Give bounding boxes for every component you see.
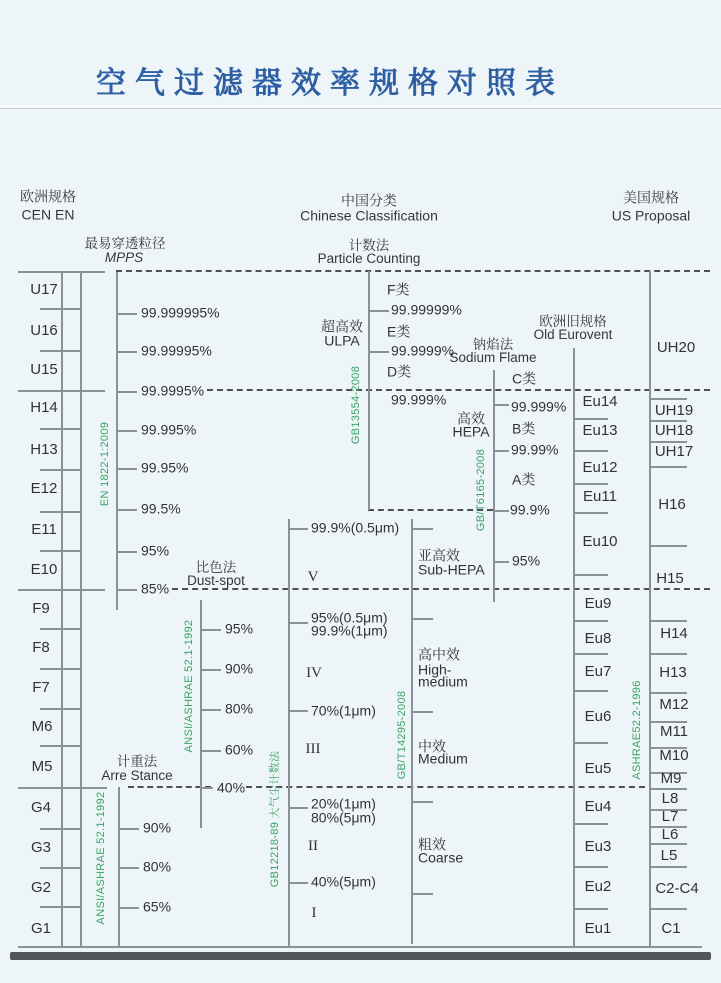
sodium-flame-header-en: Sodium Flame	[449, 349, 537, 365]
tick-line	[411, 711, 433, 713]
mpps-tick-label: 99.999995%	[141, 304, 220, 321]
eurovent-class-label: Eu13	[582, 422, 618, 440]
roman-grade-label: III	[305, 741, 321, 758]
title-divider-line	[0, 108, 721, 109]
eurovent-class-label: Eu3	[584, 838, 612, 856]
tick-line	[493, 561, 509, 563]
eurovent-class-label: Eu5	[584, 760, 612, 778]
eurovent-class-label: Eu8	[584, 630, 612, 648]
tick-line	[368, 310, 389, 312]
tick-line	[411, 801, 433, 803]
tick-line	[116, 509, 137, 511]
mpps-header-en: MPPS	[104, 249, 144, 265]
mpps-header-zh: 最易穿透粒径	[84, 235, 166, 251]
dust-spot-tick-label: 95%	[225, 620, 254, 637]
tick-line	[288, 710, 308, 712]
cen-class-label: U15	[30, 361, 58, 379]
ulpa-class-name: E类	[387, 323, 411, 340]
tick-line	[116, 430, 137, 432]
tick-line	[116, 551, 137, 553]
separator-line	[573, 620, 608, 622]
tick-line	[288, 528, 308, 530]
cen-class-label: M6	[31, 718, 53, 736]
separator-line	[651, 908, 687, 910]
tick-line	[200, 787, 213, 789]
us-class-label: L7	[661, 808, 679, 826]
dust-spot-tick-label: 60%	[225, 741, 254, 758]
us-class-label: L8	[661, 790, 679, 808]
tick-line	[118, 907, 139, 909]
eurovent-class-label: Eu11	[583, 488, 617, 506]
eurovent-class-label: Eu4	[584, 798, 612, 816]
eu-header-en: CEN EN	[21, 206, 75, 223]
footer-bar	[10, 952, 711, 960]
arrestance-tick-label: 65%	[143, 898, 172, 915]
separator-line	[573, 512, 608, 514]
cen-class-label: F7	[32, 679, 50, 697]
cen-class-label: F9	[32, 600, 50, 618]
cn-header-zh: 中国分类	[341, 192, 397, 209]
tick-line	[40, 628, 80, 630]
eurovent-class-label: Eu1	[584, 920, 612, 938]
counting-tick-label: 95%(0.5μm)	[311, 609, 388, 626]
us-class-label: M12	[659, 696, 689, 714]
title-divider-highlight	[0, 105, 721, 107]
dashed-boundary-line	[207, 389, 710, 391]
sodium-class-value: 99.999%	[511, 398, 567, 415]
cen-boundary-line	[18, 589, 105, 591]
separator-line	[573, 574, 608, 576]
separator-line	[651, 653, 687, 655]
separator-line	[573, 866, 608, 868]
tick-line	[493, 450, 509, 452]
tick-line	[40, 906, 80, 908]
mpps-tick-label: 99.99995%	[141, 342, 212, 359]
ulpa-group-label-zh: 超高效	[321, 318, 363, 335]
high-medium-group-label-en: High-	[418, 661, 452, 678]
tick-line	[411, 893, 433, 895]
us-header-en: US Proposal	[611, 207, 691, 224]
ashrae522-standard-label: ASHRAE52.2-1996	[631, 680, 643, 780]
cen-class-label: M5	[31, 758, 53, 776]
tick-line	[200, 709, 221, 711]
sodium-class-value: 99.99%	[511, 441, 559, 458]
sodium-class-name: C类	[512, 370, 537, 387]
high-medium-group-label-zh: 高中效	[418, 646, 460, 663]
mpps-tick-label: 95%	[141, 542, 170, 559]
tick-line	[40, 511, 80, 513]
dust-spot-header-zh: 比色法	[195, 559, 237, 575]
en1822-standard-label: EN 1822-1:2009	[99, 421, 111, 507]
us-class-label: M11	[659, 723, 689, 741]
old-eurovent-header-zh: 欧洲旧规格	[539, 313, 607, 329]
tick-line	[40, 550, 80, 552]
cen-axis-line	[80, 271, 82, 946]
tick-line	[40, 428, 80, 430]
separator-line	[573, 690, 608, 692]
sub-hepa-group-label-en: Sub-HEPA	[418, 561, 485, 578]
cen-class-label: G2	[30, 879, 52, 897]
us-class-label: M10	[659, 747, 689, 765]
dust-spot-scale-line	[200, 600, 202, 828]
ulpa-class-name: D类	[387, 363, 412, 380]
us-class-label: UH19	[654, 402, 694, 420]
tick-line	[40, 350, 80, 352]
tick-line	[40, 469, 80, 471]
us-header-zh: 美国规格	[623, 189, 679, 206]
tick-line	[40, 708, 80, 710]
separator-line	[651, 866, 687, 868]
counting-tick-label: 99.9%(0.5μm)	[311, 519, 400, 536]
tick-line	[116, 351, 137, 353]
ashrae521-arrestance-standard-label: ANSI/ASHRAE 52.1-1992	[95, 791, 107, 925]
hepa-group-label-zh: 高效	[457, 410, 485, 427]
cen-boundary-line	[18, 271, 105, 273]
sub-hepa-group-label-zh: 亚高效	[418, 547, 460, 564]
us-class-label: H14	[660, 625, 688, 643]
tick-line	[40, 668, 80, 670]
dashed-boundary-line	[172, 588, 710, 590]
cen-class-label: E11	[31, 521, 57, 539]
gb6165-standard-label: GB/T6165-2008	[475, 448, 487, 532]
arrestance-header-en: Arre Stance	[101, 767, 173, 783]
tick-line	[368, 351, 389, 353]
mpps-tick-label: 99.9995%	[141, 382, 205, 399]
eurovent-class-label: Eu12	[582, 459, 618, 477]
us-class-label: C2-C4	[655, 880, 699, 898]
high-medium-group-label-en: medium	[418, 673, 468, 690]
mpps-scale-line	[116, 271, 118, 610]
tick-line	[200, 750, 221, 752]
tick-line	[411, 528, 433, 530]
us-class-label: UH20	[656, 339, 696, 357]
separator-line	[651, 692, 687, 694]
particle-counting-header-zh: 计数法	[348, 237, 390, 253]
ulpa-scale-line	[368, 271, 370, 510]
gb12218-standard-label: GB12218-89 大气尘计数法	[269, 750, 281, 888]
gb14295-standard-label: GB/T14295-2008	[396, 690, 408, 780]
sodium-extra-value: 95%	[512, 552, 541, 569]
tick-line	[40, 308, 80, 310]
eurovent-class-label: Eu14	[582, 393, 618, 411]
tick-line	[288, 622, 308, 624]
tick-line	[40, 828, 80, 830]
roman-grade-label: I	[311, 905, 317, 922]
coarse-group-label-en: Coarse	[418, 849, 464, 866]
roman-grade-label: V	[307, 569, 319, 586]
page-title: 空气过滤器效率规格对照表	[96, 67, 564, 100]
hepa-group-label-en: HEPA	[452, 423, 490, 440]
separator-line	[573, 653, 608, 655]
eurovent-class-label: Eu10	[582, 533, 618, 551]
separator-line	[651, 398, 687, 400]
cen-class-label: U17	[30, 281, 58, 299]
ulpa-class-value: 99.999%	[391, 391, 447, 408]
eu-header-zh: 欧洲规格	[20, 188, 76, 205]
ashrae521-dust-standard-label: ANSI/ASHRAE 52.1-1992	[183, 619, 195, 753]
roman-grade-label: II	[308, 838, 318, 855]
tick-line	[40, 745, 80, 747]
chart-bottom-line	[18, 946, 702, 948]
dashed-boundary-line	[116, 270, 710, 272]
arrestance-tick-label: 80%	[143, 858, 172, 875]
tick-line	[493, 510, 509, 512]
mpps-tick-label: 85%	[141, 580, 170, 597]
mpps-tick-label: 99.95%	[141, 459, 189, 476]
mpps-tick-label: 99.995%	[141, 421, 197, 438]
cen-class-label: F8	[32, 639, 50, 657]
separator-line	[573, 908, 608, 910]
tick-line	[118, 828, 139, 830]
cen-boundary-line	[18, 390, 105, 392]
dashed-boundary-line	[246, 786, 645, 788]
sodium-class-name: B类	[512, 420, 536, 437]
coarse-group-label-zh: 粗效	[418, 836, 446, 853]
eurovent-class-label: Eu6	[584, 708, 612, 726]
cen-class-label: H14	[30, 399, 58, 417]
separator-line	[573, 742, 608, 744]
old-eurovent-header-en: Old Eurovent	[533, 326, 613, 342]
cn-header-en: Chinese Classification	[300, 207, 438, 224]
separator-line	[573, 450, 608, 452]
counting-tick-label: 80%(5μm)	[311, 809, 376, 826]
medium-group-label-en: Medium	[418, 750, 468, 767]
separator-line	[573, 483, 608, 485]
separator-line	[651, 545, 687, 547]
sodium-flame-header-zh: 钠焰法	[472, 336, 514, 352]
counting-tick-label: 70%(1μm)	[311, 702, 376, 719]
eurovent-class-label: Eu2	[584, 878, 612, 896]
cen-class-label: G3	[30, 839, 52, 857]
cen-axis-line	[61, 271, 63, 946]
cen-class-label: E10	[30, 561, 58, 579]
dust-spot-tick-label: 90%	[225, 660, 254, 677]
gb13554-standard-label: GB13554-2008	[350, 365, 362, 445]
cen-class-label: G4	[30, 799, 52, 817]
eurovent-class-label: Eu7	[584, 663, 612, 681]
us-class-label: L5	[660, 847, 678, 865]
ulpa-group-label-en: ULPA	[324, 332, 360, 349]
counting-tick-label: 20%(1μm)	[311, 795, 376, 812]
medium-group-label-zh: 中效	[418, 738, 446, 755]
category-scale-line	[411, 519, 413, 944]
particle-counting-header-en: Particle Counting	[317, 250, 421, 266]
us-class-label: H15	[656, 570, 684, 588]
counting-tick-label: 40%(5μm)	[311, 873, 376, 890]
tick-line	[411, 618, 433, 620]
separator-line	[651, 466, 687, 468]
eurovent-axis-line	[573, 348, 575, 946]
separator-line	[651, 620, 687, 622]
us-class-label: UH17	[654, 443, 694, 461]
ulpa-class-value: 99.99999%	[391, 301, 462, 318]
us-class-label: UH18	[654, 422, 694, 440]
dashed-boundary-line	[128, 786, 211, 788]
roman-grade-label: IV	[306, 665, 322, 682]
separator-line	[573, 823, 608, 825]
tick-line	[116, 589, 137, 591]
tick-line	[200, 629, 221, 631]
tick-line	[493, 404, 509, 406]
us-class-label: H16	[658, 496, 686, 514]
tick-line	[200, 669, 221, 671]
ulpa-class-name: F类	[387, 281, 410, 298]
tick-line	[40, 867, 80, 869]
dust-spot-header-en: Dust-spot	[187, 572, 245, 588]
ulpa-class-value: 99.9999%	[391, 342, 455, 359]
us-class-label: H13	[659, 664, 687, 682]
us-class-label: M9	[660, 770, 682, 788]
arrestance-header-zh: 计重法	[116, 753, 158, 769]
cen-boundary-line	[18, 787, 107, 789]
tick-line	[116, 468, 137, 470]
dust-spot-tick-label: 80%	[225, 700, 254, 717]
dust-spot-tick-label: 40%	[217, 779, 246, 796]
mpps-tick-label: 99.5%	[141, 500, 181, 517]
arrestance-tick-label: 90%	[143, 819, 172, 836]
us-class-label: L6	[661, 826, 679, 844]
cen-class-label: E12	[30, 480, 58, 498]
tick-line	[116, 313, 137, 315]
tick-line	[288, 807, 308, 809]
sodium-class-value: 99.9%	[510, 501, 550, 518]
cen-class-label: G1	[30, 920, 52, 938]
cen-class-label: H13	[30, 441, 58, 459]
eurovent-class-label: Eu9	[584, 595, 612, 613]
cen-class-label: U16	[30, 322, 58, 340]
tick-line	[288, 882, 308, 884]
us-class-label: C1	[661, 920, 681, 938]
separator-line	[651, 843, 687, 845]
tick-line	[116, 391, 137, 393]
tick-line	[118, 867, 139, 869]
separator-line	[573, 418, 608, 420]
sodium-class-name: A类	[512, 471, 536, 488]
us-axis-line	[649, 271, 651, 946]
counting-tick-label: 99.9%(1μm)	[311, 622, 388, 639]
